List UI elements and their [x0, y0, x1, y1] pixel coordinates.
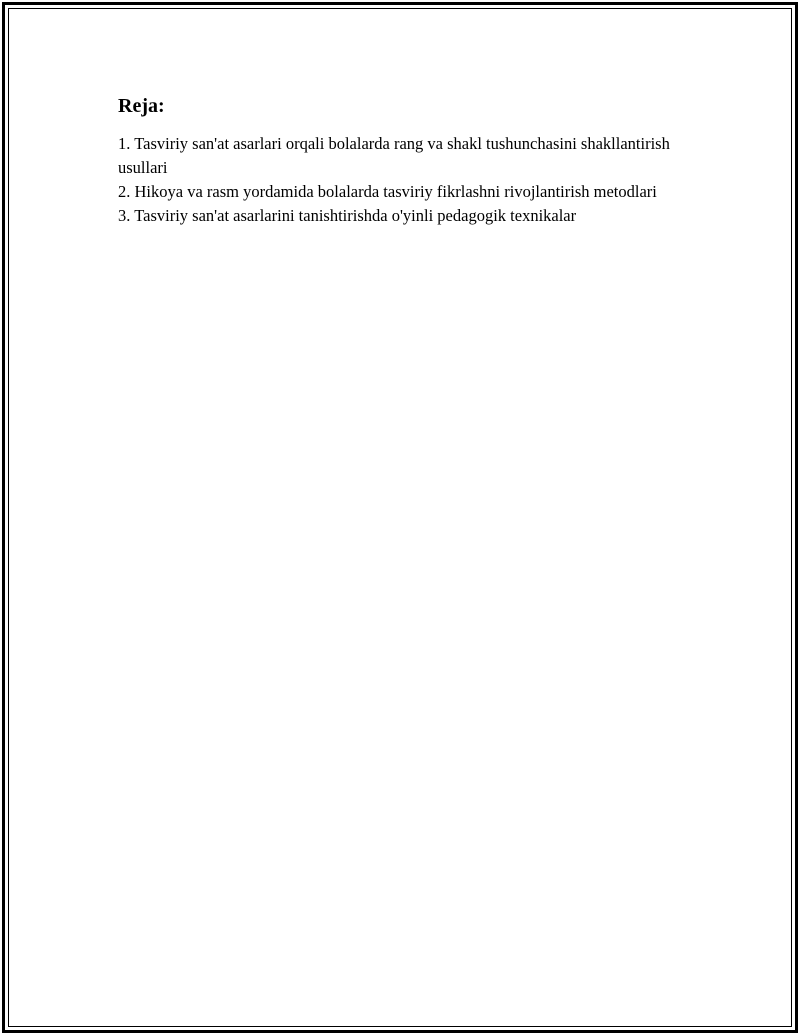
plan-item-1: 1. Tasviriy san'at asarlari orqali bolalarda rang va shakl tushunchasini shakllantirish usullari: [118, 134, 670, 177]
plan-list: [118, 132, 678, 228]
plan-heading: Reja:: [118, 95, 165, 117]
plan-item-2: 2. Hikoya va rasm yordamida bolalarda tasviriy fikrlashni rivojlantirish metodlari: [118, 182, 657, 201]
plan-section: [118, 94, 678, 228]
plan-item-3: 3. Tasviriy san'at asarlarini tanishtirishda o'yinli pedagogik texnikalar: [118, 206, 577, 225]
